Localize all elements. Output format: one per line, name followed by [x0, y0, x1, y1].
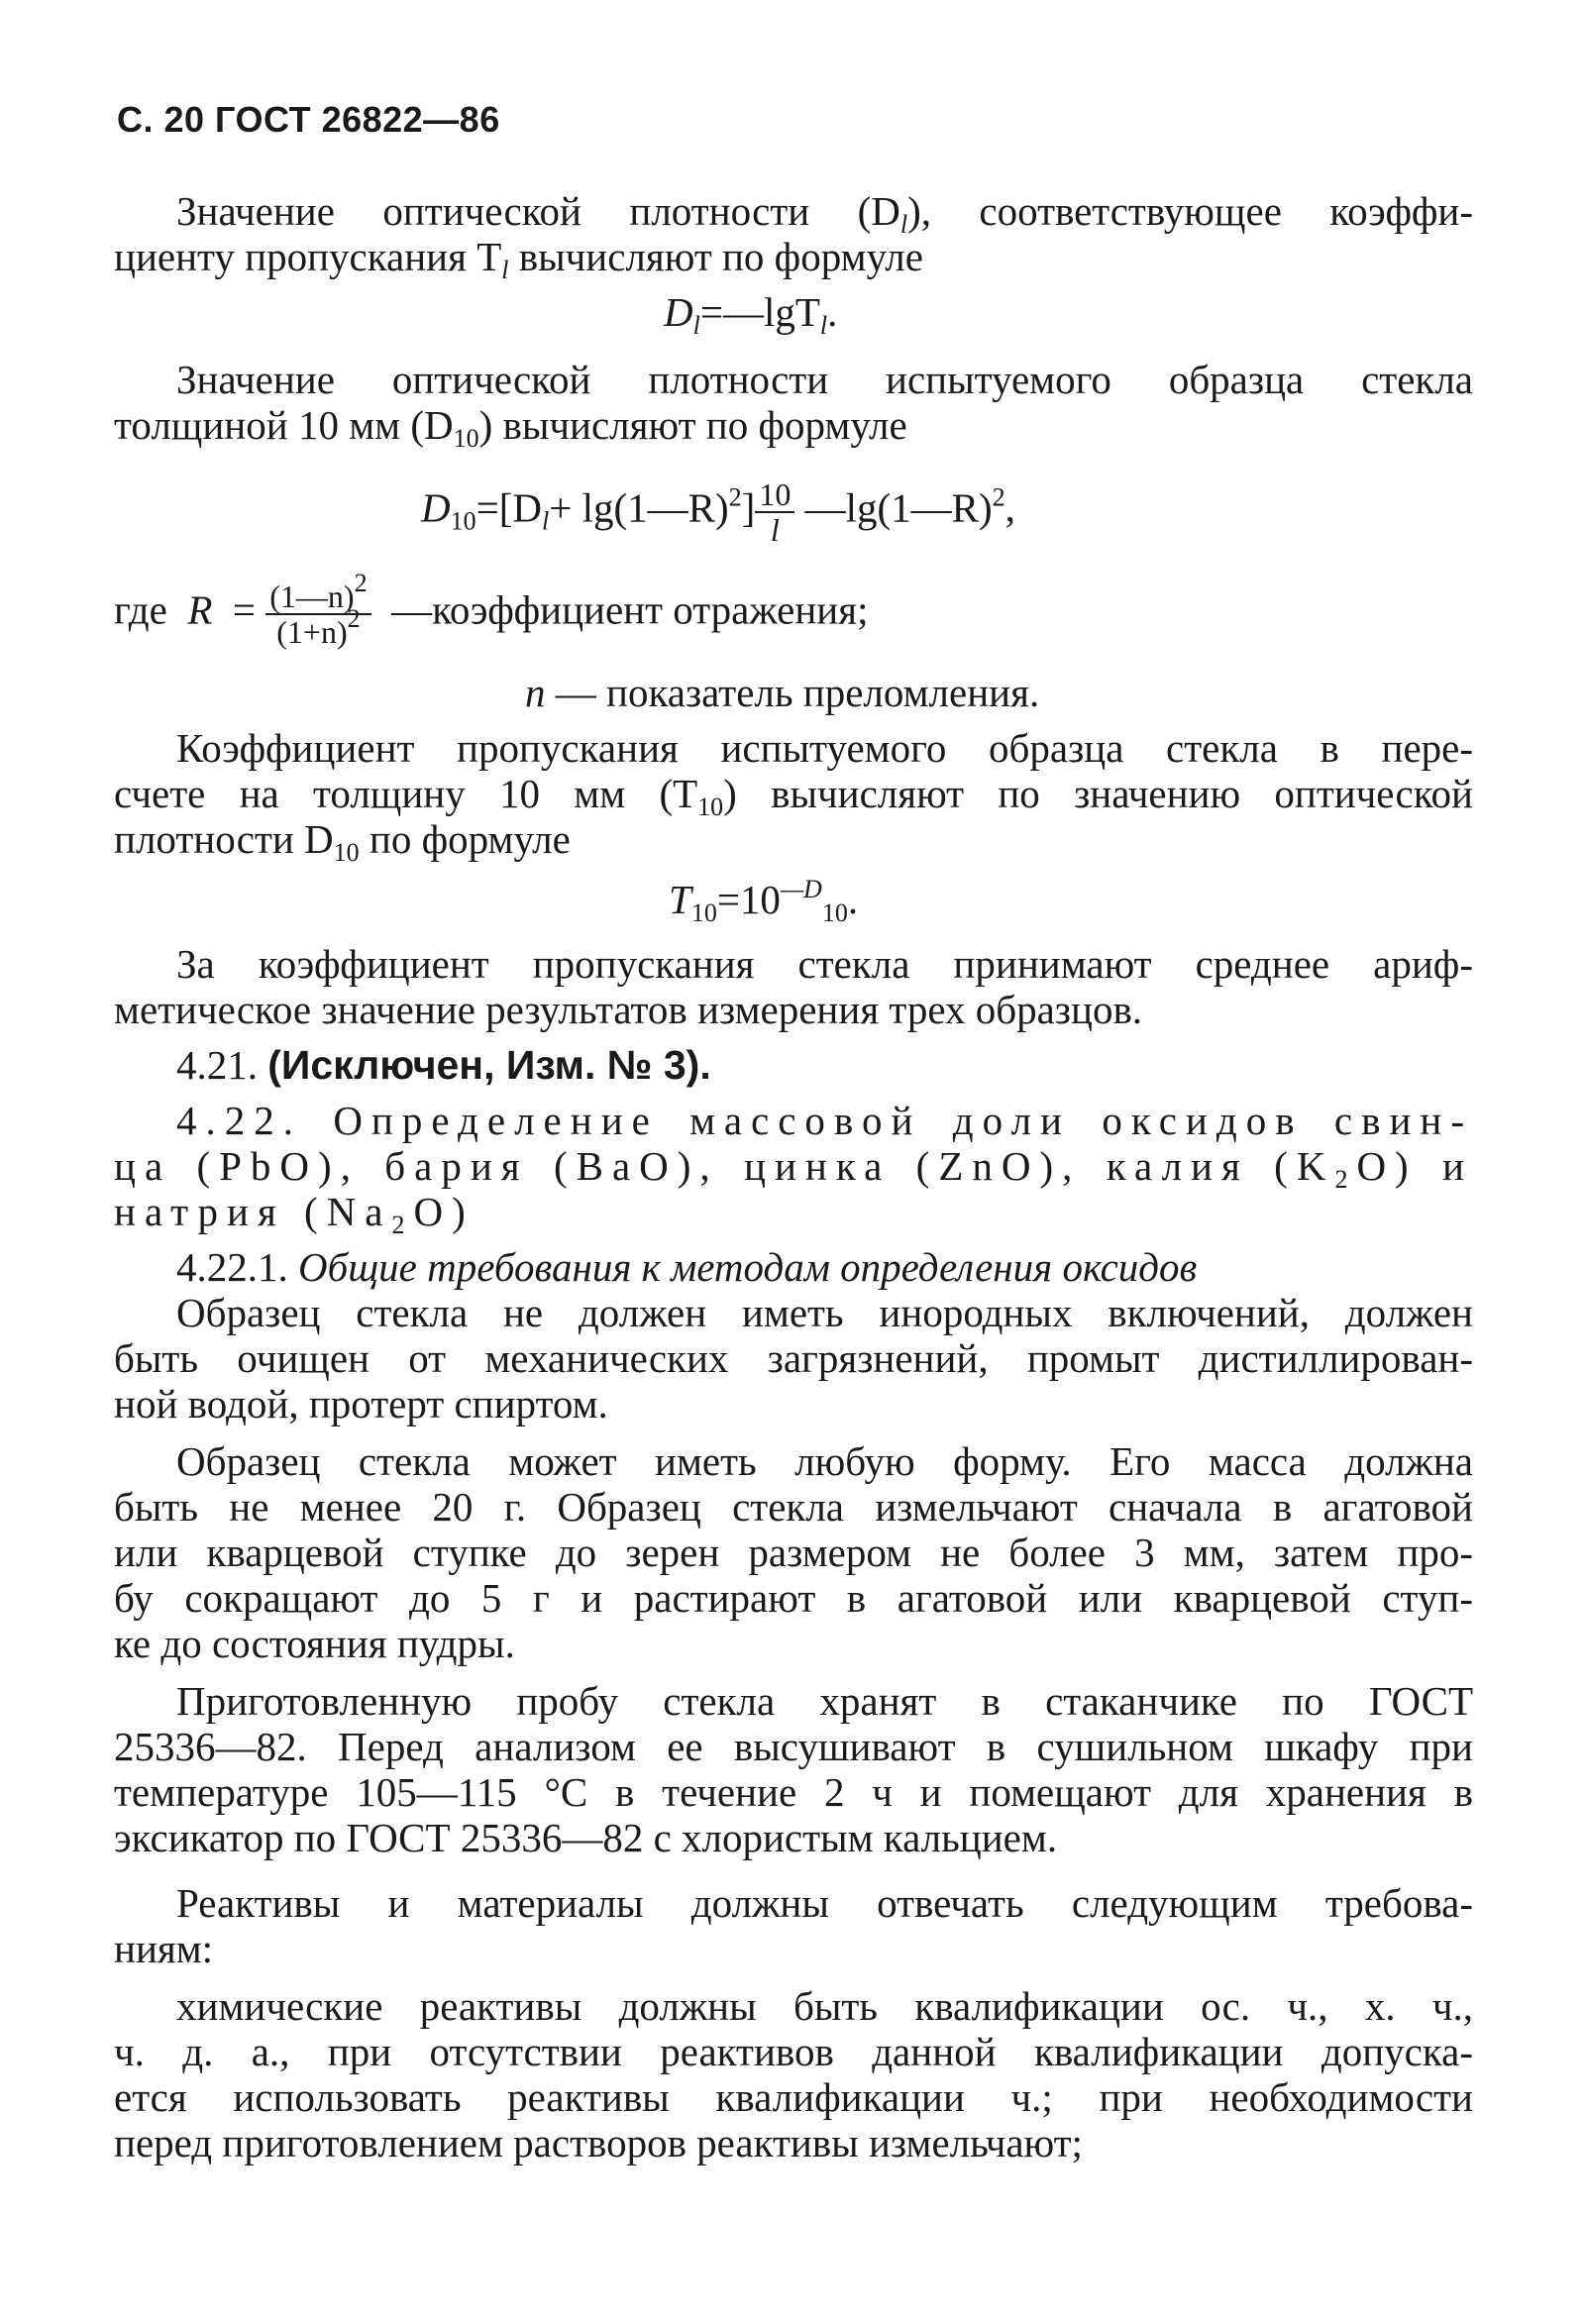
formula-symbol: D [421, 484, 451, 531]
paragraph-line: Образец стекла не должен иметь инородных включений, должен [176, 1290, 1473, 1335]
section-4-22-title [114, 1189, 1473, 1239]
text-run: ца (PbO), бария (BaO), цинка (ZnO), калия (K [114, 1143, 1335, 1189]
text-run: ) вычисляют по значению оптической [723, 771, 1473, 816]
formula-text: . [847, 877, 859, 922]
subscript: l [899, 210, 908, 239]
section-note: (Исключен, Изм. № 3). [267, 1042, 711, 1088]
formula-text: =—lgT [699, 289, 820, 335]
formula-symbol: T [669, 877, 691, 922]
formula-reflection [114, 569, 1473, 650]
subscript: 2 [391, 1211, 414, 1239]
section-title: Общие требования к методам определения оксидов [298, 1244, 1198, 1290]
text-run: —коэффициент отражения; [391, 586, 869, 633]
paragraph-line: Приготовленную пробу стекла хранят в стаканчике по ГОСТ [176, 1678, 1473, 1724]
paragraph-line: ется использовать реактивы квалификации ч.; при необходимости [114, 2074, 1473, 2120]
section-number: 4.21. [176, 1042, 268, 1088]
formula-d10 [421, 477, 1015, 547]
fraction-denominator [265, 604, 370, 650]
paragraph-line: температуре 105—115 °С в течение 2 ч и помещают для хранения в [114, 1769, 1473, 1815]
paragraph-line: 25336—82. Перед анализом ее высушивают в сушильном шкафу при [114, 1724, 1473, 1769]
formula-text: —D [780, 875, 822, 903]
paragraph-line: ке до состояния пудры. [114, 1621, 515, 1666]
text-run: по формуле [359, 816, 571, 862]
section-4-22-title: 4.22. Определение массовой доли оксидов свин- [176, 1098, 1473, 1143]
subscript: l [692, 311, 700, 340]
text-run: O) [413, 1189, 475, 1234]
paragraph-line [114, 771, 1473, 821]
superscript: 2 [728, 482, 742, 512]
text-run: счете на толщину 10 мм (T [114, 771, 698, 816]
text-run: ), соответствующее коэффи- [907, 188, 1473, 234]
formula-symbol: R [187, 586, 213, 633]
formula-text: = [232, 586, 257, 633]
subscript: 10 [821, 898, 848, 927]
text-run: плотности D [114, 816, 334, 862]
formula-text: =10 [716, 877, 781, 922]
paragraph-line [114, 816, 1473, 867]
formula-symbol: n [525, 670, 546, 715]
text-run: ) вычисляют по формуле [478, 402, 907, 448]
text-run: — показатель преломления. [545, 670, 1040, 715]
superscript: 2 [347, 604, 361, 633]
paragraph-line: химические реактивы должны быть квалификации ос. ч., х. ч., [176, 1983, 1473, 2029]
formula-text: ] [741, 484, 756, 531]
paragraph-line: ч. д. а., при отсутствии реактивов данной квалификации допуска- [114, 2029, 1473, 2074]
page-header: С. 20 ГОСТ 26822—86 [117, 99, 500, 140]
subscript: 2 [1334, 1165, 1357, 1194]
section-4-22-1 [176, 1244, 1473, 1290]
formula-text: , [1004, 484, 1015, 531]
paragraph-line: быть очищен от механических загрязнений, промыт дистиллирован- [114, 1335, 1473, 1381]
paragraph-line: эксикатор по ГОСТ 25336—82 с хлористым кальцием. [114, 1815, 1058, 1860]
text-run: Значение оптической плотности (D [176, 188, 900, 234]
paragraph-line: Реактивы и материалы должны отвечать следующим требова- [176, 1880, 1473, 1926]
paragraph-line: перед приготовлением растворов реактивы измельчают; [114, 2120, 1083, 2166]
formula-text: (1+n) [276, 614, 348, 650]
formula-refraction [525, 670, 1417, 715]
subscript: l [501, 256, 509, 284]
formula-optical-density [664, 289, 838, 340]
superscript: 2 [992, 482, 1005, 512]
paragraph-line: ной водой, протерт спиртом. [114, 1381, 608, 1426]
text-run: циенту пропускания T [114, 234, 502, 279]
subscript: 10 [690, 898, 717, 927]
formula-t10 [669, 875, 859, 927]
paragraph-line: ниям: [114, 1926, 214, 1971]
formula-text: (1—n) [269, 579, 355, 614]
superscript: 2 [354, 569, 368, 597]
paragraph-line: бу сокращают до 5 г и растирают в агатовой или кварцевой ступ- [114, 1575, 1473, 1621]
subscript: 10 [697, 792, 724, 821]
paragraph-line: Значение оптической плотности испытуемого образца стекла [176, 357, 1473, 402]
paragraph-line: Образец стекла может иметь любую форму. Его масса должна [176, 1438, 1473, 1484]
fraction-numerator: 10 [755, 477, 794, 513]
formula-text: + lg(1—R) [549, 484, 729, 531]
text-run: O) и [1356, 1143, 1473, 1189]
paragraph-line: метическое значение результатов измерения трех образцов. [114, 987, 1143, 1032]
text-run: натрия (Na [114, 1189, 392, 1234]
section-4-22-title [114, 1143, 1473, 1194]
subscript: 10 [453, 424, 479, 453]
text-run: толщиной 10 мм (D [114, 402, 454, 448]
paragraph-line: или кварцевой ступке до зерен размером не более 3 мм, затем про- [114, 1530, 1473, 1575]
paragraph-line [114, 234, 1473, 284]
fraction-denominator: l [770, 512, 780, 548]
paragraph-line [176, 188, 1473, 239]
text-run: вычисляют по формуле [508, 234, 923, 279]
section-4-21 [176, 1042, 1473, 1088]
paragraph-line: Коэффициент пропускания испытуемого образца стекла в пере- [176, 725, 1473, 771]
subscript: l [542, 506, 550, 536]
text-run: где [114, 586, 167, 633]
fraction [755, 477, 794, 547]
paragraph-line: быть не менее 20 г. Образец стекла измельчают сначала в агатовой [114, 1484, 1473, 1530]
subscript: l [819, 311, 828, 340]
paragraph-line: За коэффициент пропускания стекла принимают среднее ариф- [176, 941, 1473, 987]
paragraph-line [114, 402, 1473, 453]
formula-text: =[D [476, 484, 542, 531]
section-number: 4.22.1. [176, 1244, 298, 1290]
subscript: 10 [450, 506, 476, 536]
formula-symbol: D [664, 289, 693, 335]
subscript: 10 [333, 838, 360, 867]
formula-text: —lg(1—R) [794, 484, 993, 531]
fraction [265, 569, 370, 650]
formula-text: . [827, 289, 838, 335]
superscript [781, 875, 822, 903]
